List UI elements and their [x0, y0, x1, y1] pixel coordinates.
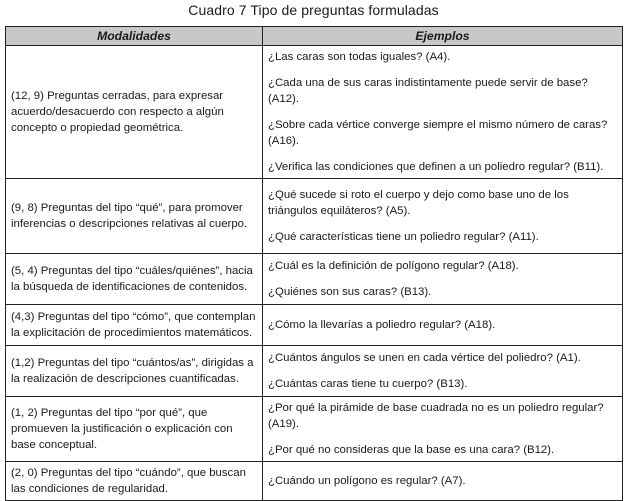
- questions-table: [5, 26, 623, 501]
- example-question: ¿Qué características tiene un poliedro regular? (A11).: [268, 231, 539, 243]
- modalidad-cell: (2, 0) Preguntas del tipo “cuándo”, que buscan las condiciones de regularidad.: [6, 462, 263, 501]
- example-question: ¿Verifica las condiciones que definen a un poliedro regular? (B11).: [268, 161, 604, 173]
- example-question: ¿Quiénes son sus caras? (B13).: [268, 286, 432, 298]
- ejemplos-cell: [263, 46, 623, 179]
- ejemplos-cell: [263, 254, 623, 305]
- table-caption: Cuadro 7 Tipo de preguntas formuladas: [188, 2, 439, 18]
- example-question: ¿Cuántos ángulos se unen en cada vértice del poliedro? (A1).: [268, 352, 581, 364]
- modalidad-cell: (1, 2) Preguntas del tipo “por qué”, que promueven la justificación o explicación con base conceptual.: [6, 397, 263, 462]
- table-row: [6, 397, 623, 462]
- table-row: [6, 46, 623, 179]
- modalidad-cell: (4,3) Preguntas del tipo “cómo”, que contemplan la explicitación de procedimientos matemáticos.: [6, 305, 263, 346]
- example-question: ¿Cómo la llevarías a poliedro regular? (A18).: [268, 319, 496, 331]
- example-question: ¿Cada una de sus caras indistintamente puede servir de base? (A12).: [268, 77, 588, 105]
- ejemplos-cell: [263, 462, 623, 501]
- example-question: ¿Por qué la pirámide de base cuadrada no es un poliedro regular? (A19).: [268, 402, 604, 430]
- header-modalidades: Modalidades: [6, 27, 263, 46]
- table-row: [6, 305, 623, 346]
- example-question: ¿Cuál es la definición de polígono regular? (A18).: [268, 260, 519, 272]
- example-question: ¿Qué sucede si roto el cuerpo y dejo como base uno de los triángulos equiláteros? (A5).: [268, 189, 569, 217]
- table-row: [6, 179, 623, 254]
- modalidad-cell: (9, 8) Preguntas del tipo “qué”, para promover inferencias o descripciones relativas al cuerpo.: [6, 179, 263, 254]
- modalidad-cell: (5, 4) Preguntas del tipo “cuáles/quiénes”, hacia la búsqueda de identificaciones de contenidos.: [6, 254, 263, 305]
- example-question: ¿Por qué no consideras que la base es una cara? (B12).: [268, 444, 555, 456]
- table-row: [6, 462, 623, 501]
- ejemplos-cell: [263, 346, 623, 397]
- table-row: [6, 254, 623, 305]
- table-row: [6, 346, 623, 397]
- ejemplos-cell: [263, 305, 623, 346]
- modalidad-cell: (12, 9) Preguntas cerradas, para expresar acuerdo/desacuerdo con respecto a algún concepto o propiedad geométrica.: [6, 46, 263, 179]
- example-question: ¿Cuándo un polígono es regular? (A7).: [268, 475, 466, 487]
- ejemplos-cell: [263, 179, 623, 254]
- example-question: ¿Las caras son todas iguales? (A4).: [268, 51, 451, 63]
- modalidad-cell: (1,2) Preguntas del tipo “cuántos/as”, dirigidas a la realización de descripciones cuantificadas.: [6, 346, 263, 397]
- example-question: ¿Cuántas caras tiene tu cuerpo? (B13).: [268, 378, 468, 390]
- header-ejemplos: Ejemplos: [263, 27, 623, 46]
- example-question: ¿Sobre cada vértice converge siempre el mismo número de caras? (A16).: [268, 119, 608, 147]
- header-row: [6, 27, 623, 46]
- ejemplos-cell: [263, 397, 623, 462]
